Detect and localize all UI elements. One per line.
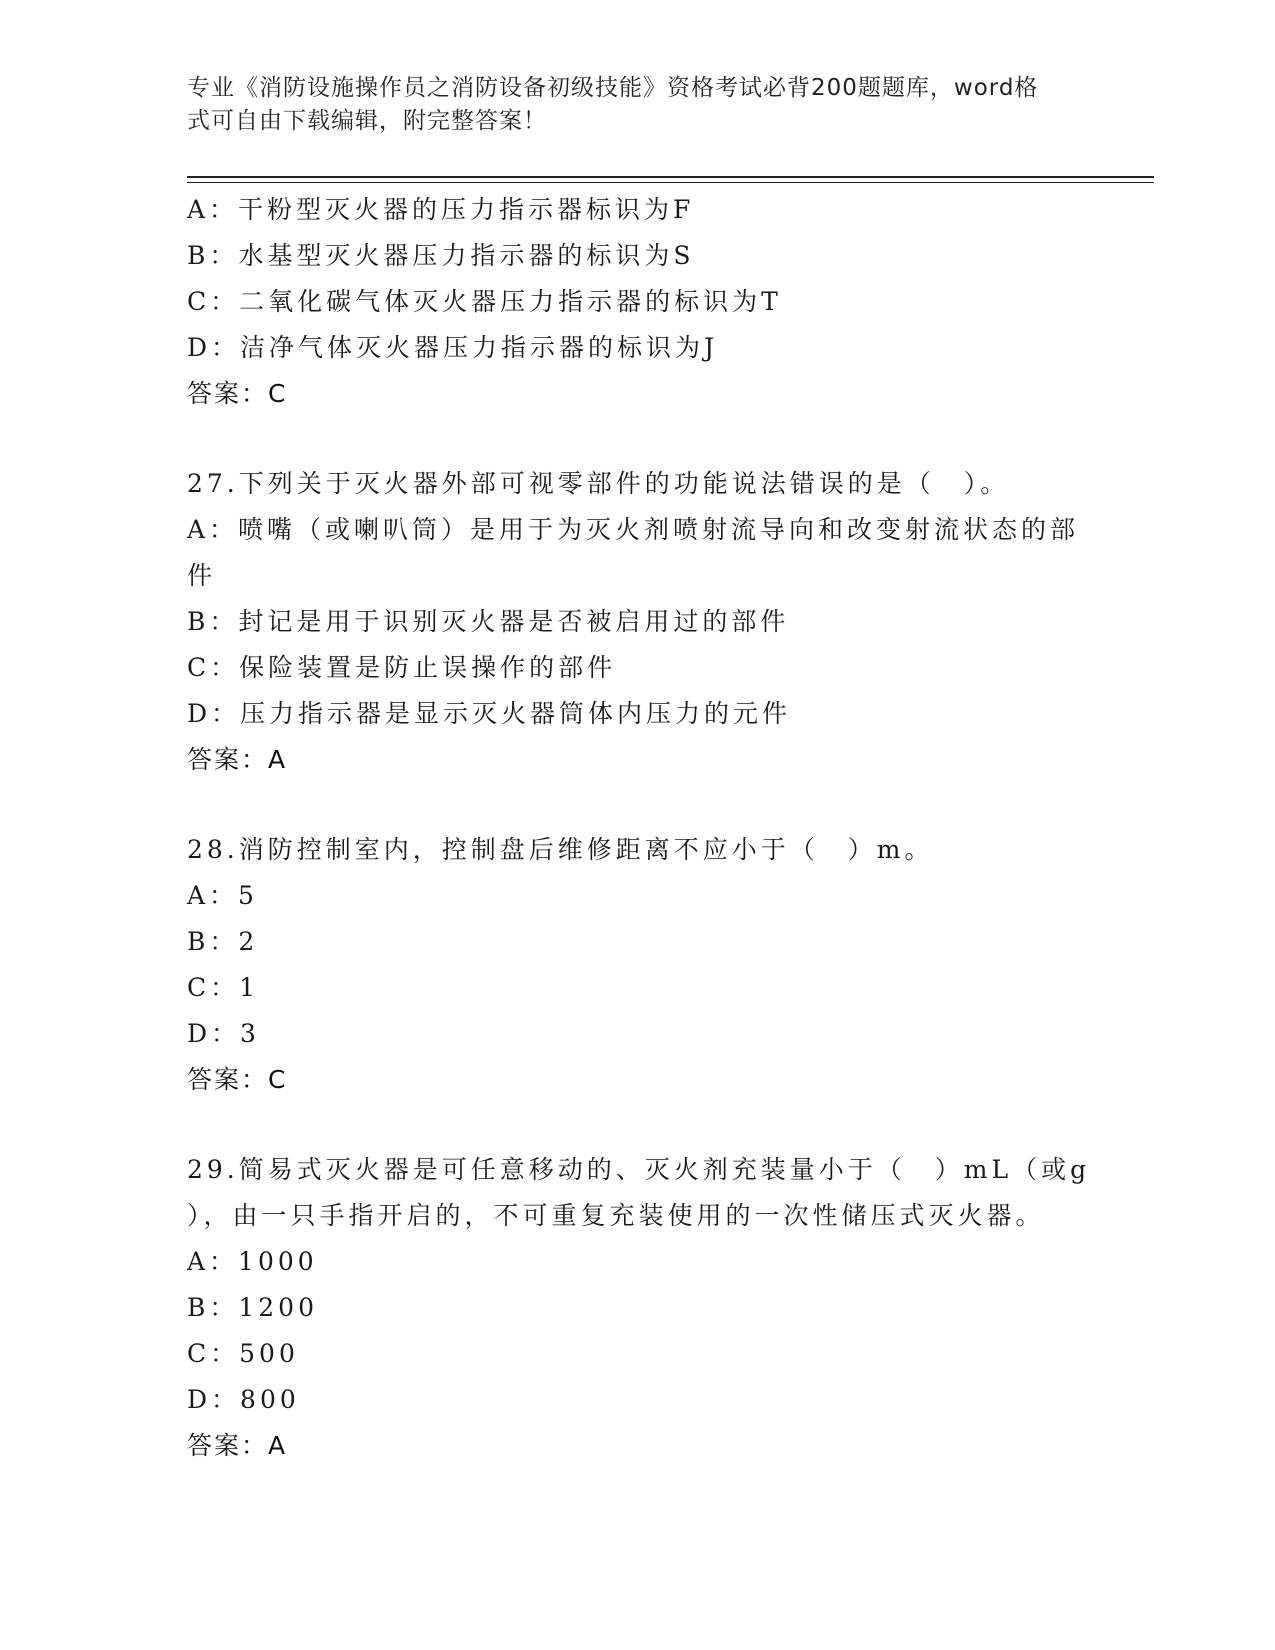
question-list [187, 187, 1091, 1469]
q27-answer: 答案：A [187, 745, 288, 774]
q29-answer: 答案：A [187, 1431, 288, 1460]
q28-option-a: A：5 [187, 881, 258, 910]
q28-option-d: D：3 [187, 1019, 260, 1048]
q29-option-a: A：1000 [187, 1247, 318, 1276]
q29-question-line-2: ），由一只手指开启的，不可重复充装使用的一次性储压式灭火器。 [187, 1201, 1045, 1230]
q27-option-a-line-1: A：喷嘴（或喇叭筒）是用于为灭火剂喷射流导向和改变射流状态的部 [187, 515, 1080, 544]
q26-answer: 答案：C [187, 379, 288, 408]
q28-option-b: B：2 [187, 927, 259, 956]
q27-option-b: B：封记是用于识别灭火器是否被启用过的部件 [187, 607, 790, 636]
question-26-block [187, 187, 1067, 417]
q29-option-c: C：500 [187, 1339, 299, 1368]
q28-answer: 答案：C [187, 1065, 288, 1094]
q26-option-a: A：干粉型灭火器的压力指示器标识为F [187, 195, 695, 224]
page-header [187, 72, 1067, 138]
q28-option-c: C：1 [187, 973, 260, 1002]
q29-option-d: D：800 [187, 1385, 300, 1414]
question-28-block [187, 827, 1067, 1103]
q26-option-c: C：二氧化碳气体灭火器压力指示器的标识为T [187, 287, 782, 316]
q26-option-b: B：水基型灭火器压力指示器的标识为S [187, 241, 695, 270]
q26-option-d: D：洁净气体灭火器压力指示器的标识为J [187, 333, 719, 362]
header-line-2: 式可自由下载编辑，附完整答案！ [187, 108, 547, 134]
q29-option-b: B：1200 [187, 1293, 318, 1322]
q27-question: 27.下列关于灭火器外部可视零部件的功能说法错误的是（ ）。 [187, 469, 1010, 498]
spacer [187, 417, 1067, 461]
q27-option-a-line-2: 件 [187, 561, 217, 590]
q29-question-line-1: 29.简易式灭火器是可任意移动的、灭火剂充装量小于（ ）mL（或g [187, 1155, 1091, 1184]
header-divider-thick [187, 176, 1154, 178]
spacer [187, 1103, 1067, 1147]
header-divider-thin [187, 182, 1154, 183]
q27-option-d: D：压力指示器是显示灭火器筒体内压力的元件 [187, 699, 792, 728]
question-29-block [187, 1147, 1091, 1469]
question-27-block [187, 461, 1080, 783]
q27-option-c: C：保险装置是防止误操作的部件 [187, 653, 617, 682]
spacer [187, 783, 1067, 827]
header-line-1: 专业《消防设施操作员之消防设备初级技能》资格考试必背200题题库，word格 [187, 75, 1039, 101]
q28-question: 28.消防控制室内，控制盘后维修距离不应小于（ ）m。 [187, 835, 934, 864]
